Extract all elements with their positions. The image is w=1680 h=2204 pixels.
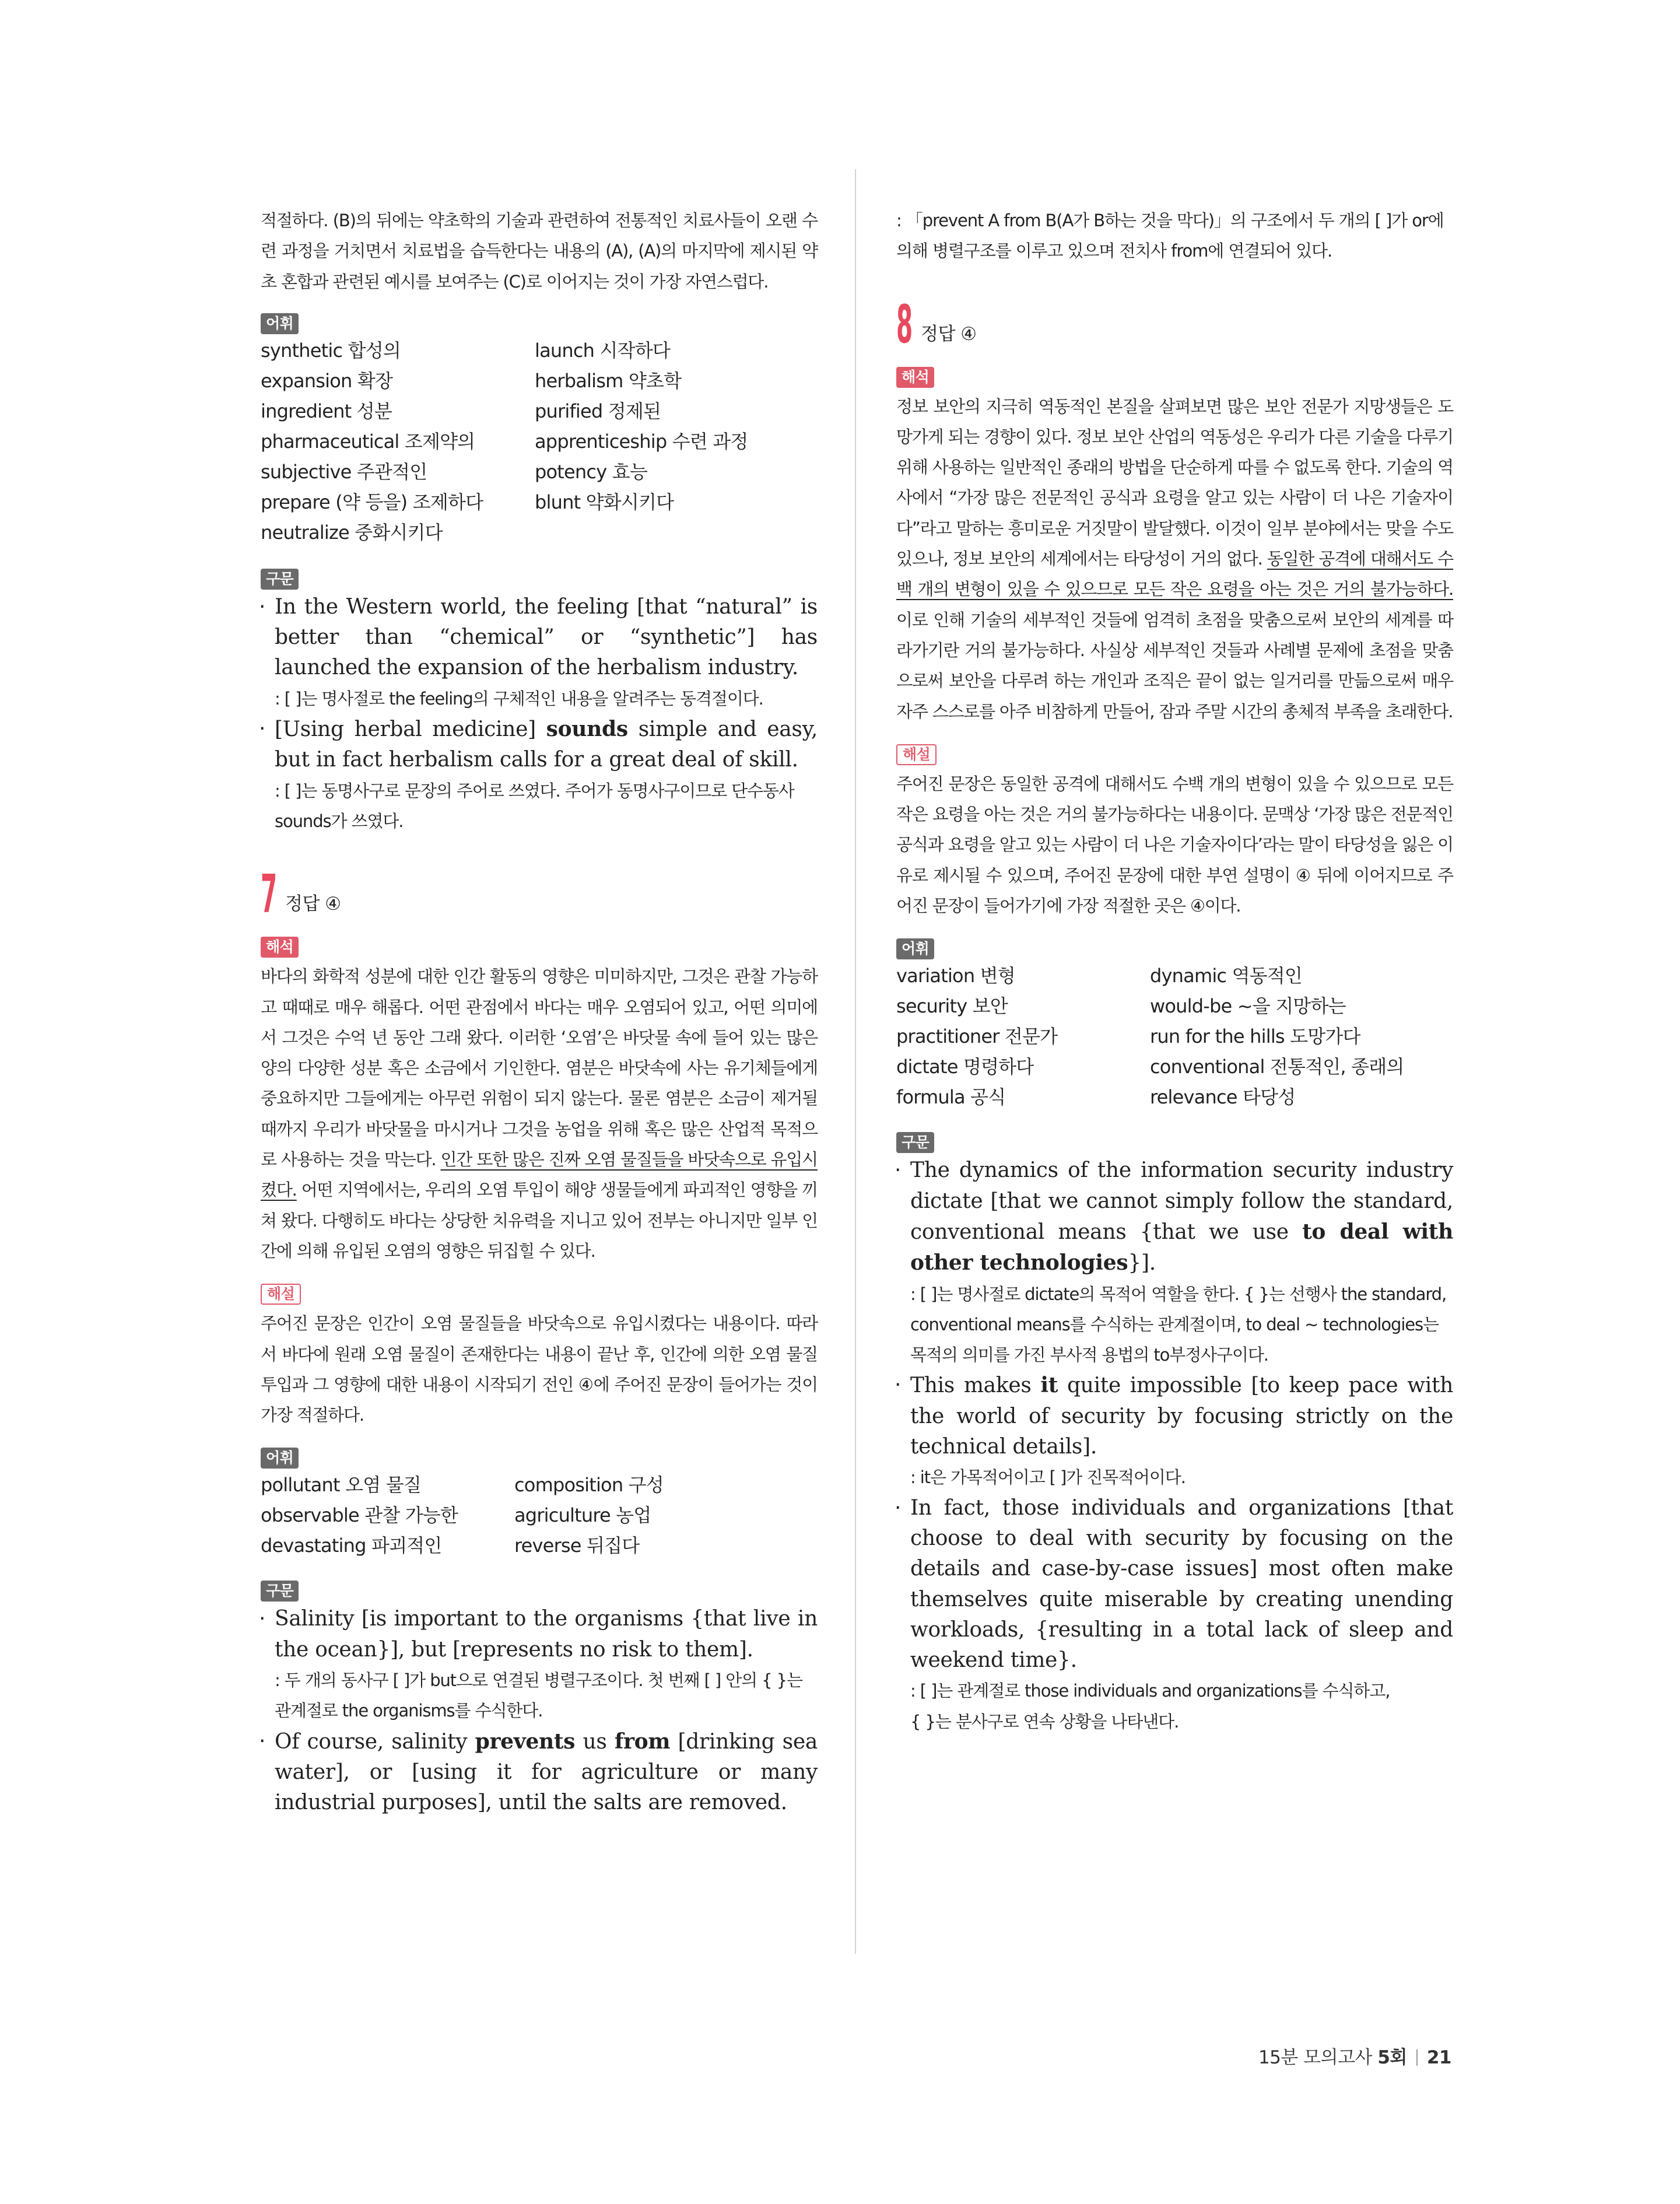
syntax-note: : [ ]는 명사절로 the feeling의 구체적인 내용을 알려주는 동격절이다.: [275, 688, 763, 709]
sentence-part: The dynamics of the information security industry dictate [that we cannot simply follow the standard, conventional means {that we use: [910, 1158, 1453, 1244]
page-footer: [1258, 2046, 1451, 2069]
translation-part: 이로 인해 기술의 세부적인 것들에 엄격히 초점을 맞춤으로써 보안의 세계를 따라가기란 거의 불가능하다. 사실상 세부적인 것들과 사례별 문제에 초점을 맞춤으로써 보안을 다루려 하는 개인과 조직은 끝이 없는 일거리를 만듦으로써 매우 자주 스스로를 아주 비참하게 만들어, 잠과 주말 시간의 총체적 부족을 초래한다.: [896, 609, 1453, 721]
translation-part: 정보 보안의 지극히 역동적인 본질을 살펴보면 많은 보안 전문가 지망생들은 도망가게 되는 경향이 있다. 정보 보안 산업의 역동성은 우리가 다른 기술을 다루기 위해 사용하는 일반적인 종래의 방법을 단순하게 따를 수 없도록 한다. 기술의 역사에서 “가장 많은 전문적인 공식과 요령을 알고 있는 사람이 더 나은 기술자이다”라고 말하는 흥미로운 거짓말이 발달했다. 이것이 일부 분야에서는 맞을 수도 있으나, 정보 보안의 세계에서는 타당성이 거의 없다.: [896, 396, 1453, 569]
vocab-item: launch 시작하다: [535, 339, 670, 362]
q7-explanation: 주어진 문장은 인간이 오염 물질들을 바닷속으로 유입시켰다는 내용이다. 따라서 바다에 원래 오염 물질이 존재한다는 내용이 끝난 후, 인간에 의한 오염 물질 투입과 그 영향에 대한 내용이 시작되기 전인 ④에 주어진 문장이 들어가는 것이 가장 적절하다.: [261, 1313, 818, 1425]
vocab-item: would-be ~을 지망하는: [1150, 995, 1346, 1018]
vocab-item: blunt 약화시키다: [535, 490, 674, 513]
q7-translation: [261, 961, 818, 1266]
question-number: 7: [261, 864, 278, 926]
footer-round: 5회: [1377, 2047, 1407, 2068]
vocab-item: neutralize 중화시키다: [261, 521, 443, 544]
vocab-item: run for the hills 도망가다: [1150, 1025, 1360, 1048]
vocab-item: agriculture 농업: [514, 1504, 651, 1527]
q8-translation: [896, 391, 1453, 727]
syntax-sentence: [261, 1726, 818, 1818]
syntax-sentence: [896, 1370, 1453, 1462]
translation-underlined: 동일한 공격에 대해서도 수백 개의 변형이 있을 수 있으므로 모든 작은 요령을 아는 것은 거의 불가능하다.: [896, 549, 1453, 600]
sentence-bold: prevents: [475, 1729, 576, 1754]
vocab-item: pharmaceutical 조제약의: [261, 430, 475, 453]
vocab-item: prepare (약 등을) 조제하다: [261, 490, 483, 513]
vocab-item: formula 공식: [896, 1086, 1006, 1109]
translation-underlined: 인간 또한 많은 진짜 오염 물질들을 바닷속으로 유입시켰다.: [261, 1150, 818, 1200]
vocab-item: reverse 뒤집다: [514, 1534, 640, 1557]
translation-part: 어떤 지역에서는, 우리의 오염 투입이 해양 생물들에게 파괴적인 영향을 끼쳐 왔다. 다행히도 바다는 상당한 치유력을 지니고 있어 전부는 아니지만 일부 인간에 의해 유입된 오염의 영향은 뒤집힐 수 있다.: [261, 1180, 818, 1261]
sentence-part: }].: [1128, 1251, 1156, 1276]
syntax-sentence: · In fact, those individuals and organizations [that choose to deal with security by focusing on the details and case-by-case issues] most often make themselves quite miserable by creating unending workloads, {resulting in a total lack of sleep and weekend time}.: [896, 1493, 1453, 1676]
syntax-label: 구문: [261, 569, 299, 590]
vocab-item: synthetic 합성의: [261, 339, 401, 362]
q8-explanation: 주어진 문장은 동일한 공격에 대해서도 수백 개의 변형이 있을 수 있으므로 모든 작은 요령을 아는 것은 거의 불가능하다는 내용이다. 문맥상 ‘가장 많은 전문적인 공식과 요령을 알고 있는 사람이 더 나은 기술자이다’라는 말이 타당성을 잃은 이유로 제시될 수 있으며, 주어진 문장에 대한 부연 설명이 ④ 뒤에 이어지므로 주어진 문장이 들어가기에 가장 적절한 곳은 ④이다.: [896, 773, 1453, 916]
vocab-label: 어휘: [261, 313, 299, 334]
q8-vocab-list: [896, 961, 1453, 1112]
sentence-part: Of course, salinity: [275, 1729, 475, 1754]
page-number: 21: [1426, 2047, 1451, 2068]
syntax-sentence: [261, 714, 818, 776]
translation-label: 해석: [896, 367, 934, 388]
q8-heading: [896, 293, 1453, 355]
sentence-part: [drinking sea water], or [using it for agriculture or many industrial purposes], until the salts are removed.: [275, 1729, 818, 1815]
vocab-label: 어휘: [896, 938, 934, 959]
syntax-note: : it은 가목적어이고 [ ]가 진목적어이다.: [910, 1467, 1186, 1488]
syntax-sentence: · In the Western world, the feeling [that “natural” is better than “chemical” or “synthetic”] has launched the expansion of the herbalism industry.: [261, 592, 818, 684]
sentence-part: This makes: [910, 1373, 1041, 1398]
vocab-item: herbalism 약초학: [535, 369, 682, 392]
sentence-part: us: [575, 1729, 615, 1754]
vocab-item: relevance 타당성: [1150, 1086, 1296, 1109]
explanation-label: 해설: [261, 1284, 301, 1305]
syntax-note: : [ ]는 동명사구로 문장의 주어로 쓰였다. 주어가 동명사구이므로 단수동사 sounds가 쓰였다.: [275, 780, 794, 831]
vocab-item: potency 효능: [535, 460, 647, 483]
syntax-label: 구문: [896, 1132, 934, 1153]
syntax-label: 구문: [261, 1581, 299, 1602]
syntax-note: : [ ]는 명사절로 dictate의 목적어 역할을 한다. { }는 선행사 the standard, conventional means를 수식하는 관계절이며, to deal ~ technologies는 목적의 의미를 가진 부사적 용법의 to부정사구이다.: [910, 1284, 1447, 1365]
q7-vocab-list: [261, 1470, 818, 1561]
sentence-part: quite impossible [to keep pace with the world of security by focusing strictly on the technical details].: [910, 1373, 1453, 1459]
note-line: : [ ]는 관계절로 those individuals and organizations를 수식하고,: [910, 1681, 1390, 1701]
vocab-item: subjective 주관적인: [261, 460, 427, 483]
syntax-sentence: [896, 1155, 1453, 1278]
vocab-item: practitioner 전문가: [896, 1025, 1058, 1048]
translation-part: 바다의 화학적 성분에 대한 인간 활동의 영향은 미미하지만, 그것은 관찰 가능하고 때때로 매우 해롭다. 어떤 관점에서 바다는 매우 오염되어 있고, 어떤 의미에서 그것은 수억 년 동안 그래 왔다. 이러한 ‘오염’은 바닷물 속에 들어 있는 많은 양의 다양한 성분 혹은 소금에서 기인한다. 염분은 바닷속에 사는 유기체들에게 중요하지만 그들에게는 아무런 위험이 되지 않는다. 물론 염분은 소금이 제거될 때까지 우리가 바닷물을 마시거나 그것을 농업을 위해 혹은 많은 산업적 목적으로 사용하는 것을 막는다.: [261, 966, 818, 1170]
q7-heading: [261, 864, 818, 926]
vocab-item: observable 관찰 가능한: [261, 1504, 458, 1527]
vocab-item: devastating 파괴적인: [261, 1534, 442, 1557]
q6-explanation-continued: 적절하다. (B)의 뒤에는 약초학의 기술과 관련하여 전통적인 치료사들이 오랜 수련 과정을 거치면서 치료법을 습득한다는 내용의 (A), (A)의 마지막에 제시된 약초 혼합과 관련된 예시를 보여주는 (C)로 이어지는 것이 가장 자연스럽다.: [261, 211, 818, 292]
vocab-item: conventional 전통적인, 종래의: [1150, 1056, 1404, 1078]
translation-label: 해석: [261, 937, 299, 958]
footer-separator: [1416, 2049, 1418, 2066]
right-column: [896, 205, 1453, 1737]
answer-text: 정답 ④: [921, 323, 977, 345]
vocab-label: 어휘: [261, 1448, 299, 1469]
syntax-note: [896, 1676, 1453, 1737]
left-column: [261, 205, 818, 1818]
vocab-item: dictate 명령하다: [896, 1056, 1034, 1078]
vocab-item: pollutant 오염 물질: [261, 1474, 421, 1497]
q6-vocab-list: [261, 335, 818, 548]
footer-title: 15분 모의고사: [1258, 2047, 1378, 2068]
vocab-item: composition 구성: [514, 1474, 664, 1497]
vocab-item: [535, 517, 809, 548]
vocab-item: expansion 확장: [261, 369, 393, 392]
syntax-note: : 두 개의 동사구 [ ]가 but으로 연결된 병렬구조이다. 첫 번째 [ ] 안의 { }는 관계절로 the organisms를 수식한다.: [275, 1670, 802, 1721]
note-line: { }는 분사구로 연속 상황을 나타낸다.: [910, 1711, 1179, 1732]
syntax-sentence: · Salinity [is important to the organisms {that live in the ocean}], but [represents no risk to them].: [261, 1604, 818, 1665]
vocab-item: apprenticeship 수련 과정: [535, 430, 748, 453]
vocab-item: ingredient 성분: [261, 400, 392, 422]
question-number: 8: [896, 293, 913, 355]
sentence-part: [Using herbal medicine]: [275, 717, 546, 742]
column-divider: [855, 169, 856, 1954]
explanation-label: 해설: [896, 744, 937, 765]
vocab-item: dynamic 역동적인: [1150, 965, 1303, 987]
sentence-bold: to deal with other technologies: [910, 1219, 1453, 1276]
sentence-bold: sounds: [546, 717, 628, 742]
sentence-bold: from: [614, 1729, 671, 1754]
syntax-note-continued: : 「prevent A from B(A가 B하는 것을 막다)」의 구조에서 두 개의 [ ]가 or에 의해 병렬구조를 이루고 있으며 전치사 from에 연결되어 있다.: [896, 211, 1444, 261]
sentence-bold: it: [1040, 1373, 1058, 1398]
vocab-item: purified 정제된: [535, 400, 661, 422]
answer-text: 정답 ④: [285, 893, 341, 915]
vocab-item: security 보안: [896, 995, 1008, 1018]
vocab-item: variation 변형: [896, 965, 1015, 987]
sentence-part: simple and easy, but in fact herbalism calls for a great deal of skill.: [275, 717, 818, 772]
